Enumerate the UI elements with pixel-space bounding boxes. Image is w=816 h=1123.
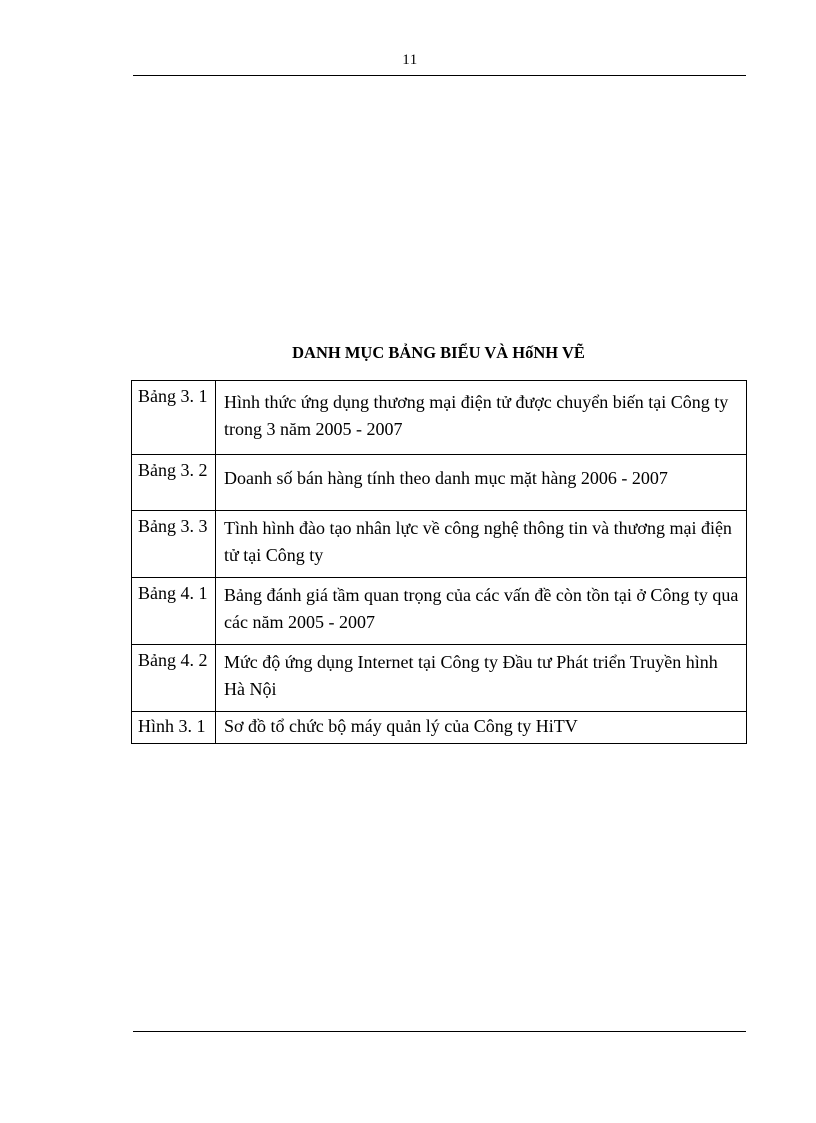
entry-label: Bảng 4. 2 xyxy=(132,645,216,712)
table-row xyxy=(132,455,747,511)
entry-description: Mức độ ứng dụng Internet tại Công ty Đầu tư Phát triển Truyền hình Hà Nội xyxy=(216,645,747,712)
entry-description: Doanh số bán hàng tính theo danh mục mặt hàng 2006 - 2007 xyxy=(216,455,747,511)
table-row xyxy=(132,511,747,578)
footer-rule xyxy=(133,1031,746,1032)
entry-label: Bảng 3. 2 xyxy=(132,455,216,511)
entry-description: Hình thức ứng dụng thương mại điện tử được chuyển biến tại Công ty trong 3 năm 2005 - 2007 xyxy=(216,381,747,455)
list-of-tables-and-figures xyxy=(131,380,747,744)
entry-description: Tình hình đào tạo nhân lực về công nghệ thông tin và thương mại điện tử tại Công ty xyxy=(216,511,747,578)
table-row xyxy=(132,381,747,455)
table-row xyxy=(132,578,747,645)
entry-label: Bảng 3. 3 xyxy=(132,511,216,578)
table-row xyxy=(132,645,747,712)
entry-label: Bảng 3. 1 xyxy=(132,381,216,455)
table-row xyxy=(132,712,747,744)
header-rule xyxy=(133,75,746,76)
page-number: 11 xyxy=(402,52,418,68)
entry-label: Bảng 4. 1 xyxy=(132,578,216,645)
entry-description: Bảng đánh giá tầm quan trọng của các vấn đề còn tồn tại ở Công ty qua các năm 2005 - 2007 xyxy=(216,578,747,645)
entry-label: Hình 3. 1 xyxy=(132,712,216,744)
page-title: DANH MỤC BẢNG BIỂU VÀ HốNH VẼ xyxy=(292,343,585,362)
entry-description: Sơ đồ tổ chức bộ máy quản lý của Công ty HiTV xyxy=(216,712,747,744)
